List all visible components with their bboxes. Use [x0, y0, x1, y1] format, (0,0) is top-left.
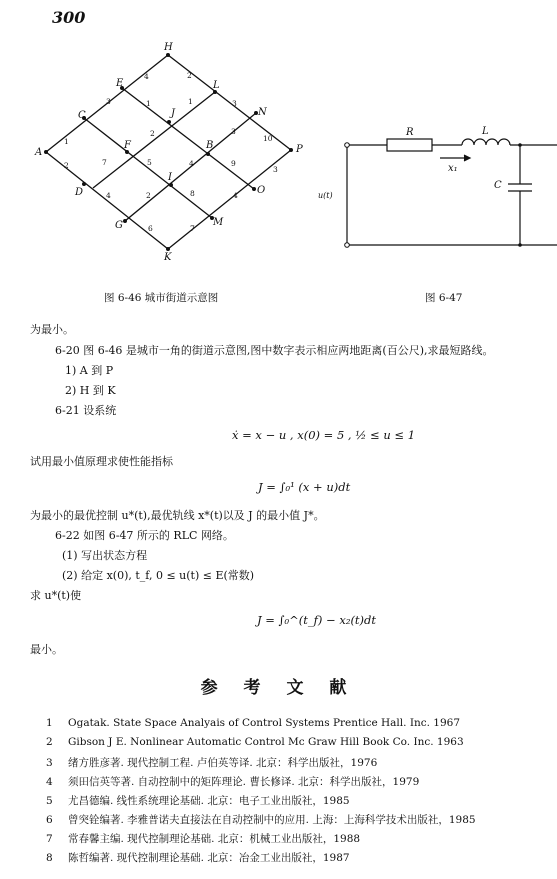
node-P: P: [296, 144, 303, 155]
node-G: G: [115, 220, 123, 231]
edge-weight: 6: [148, 224, 153, 233]
figure-6-47-rlc-network: [312, 125, 557, 255]
node-L: L: [213, 80, 220, 91]
reference-item: 8 陈哲编著. 现代控制理论基础. 北京：冶金工业出版社，1987: [46, 852, 350, 864]
node-H: H: [164, 42, 173, 53]
node-J: J: [171, 108, 176, 119]
edge-weight: 4: [233, 191, 238, 200]
problem-6-22: 6-22 如图 6-47 所示的 RLC 网络。: [55, 529, 234, 542]
node-D: D: [75, 187, 84, 198]
figure-6-47-caption: 图 6-47: [425, 292, 463, 304]
paragraph: 为最小。: [30, 323, 74, 336]
edge-weight: 2: [146, 191, 151, 200]
resistor-R: [387, 139, 432, 151]
edge-weight: 3: [106, 97, 111, 106]
edge-weight: 3: [231, 127, 236, 136]
equation-performance-index: J = ∫₀¹ (x + u)dt: [258, 480, 351, 494]
edge-weight: 1: [188, 97, 193, 106]
edge-weight: 8: [190, 189, 195, 198]
node-M: M: [213, 217, 224, 228]
paragraph: 为最小的最优控制 u*(t),最优轨线 x*(t)以及 J 的最小值 J*。: [30, 509, 325, 522]
node-A: A: [35, 147, 43, 158]
edge-weight: 1: [64, 137, 69, 146]
problem-6-20-item-2: 2) H 到 K: [65, 384, 116, 397]
edge-weight: 4: [106, 191, 111, 200]
node-K: K: [164, 252, 172, 263]
equation-cost: J = ∫₀^(t_f) − x₂(t)dt: [257, 613, 377, 627]
edge-weight: 3: [232, 99, 237, 108]
page-number: 300: [52, 8, 86, 27]
edge-weight: 2: [150, 129, 155, 138]
label-x1: x₁: [448, 163, 458, 174]
problem-6-22-item-2: (2) 给定 x(0), t_f, 0 ≤ u(t) ≤ E(常数): [62, 569, 255, 582]
edge-weight: 1: [146, 99, 151, 108]
equation-system: ẋ = x − u , x(0) = 5 , ½ ≤ u ≤ 1: [232, 428, 416, 442]
reference-item: 1 Ogatak. State Space Analyais of Control Systems Prentice Hall. Inc. 1967: [46, 717, 461, 729]
references-title: 参 考 文 献: [200, 678, 357, 698]
paragraph: 试用最小值原理求使性能指标: [30, 455, 173, 468]
edge-weight: 7: [190, 224, 195, 233]
paragraph: 最小。: [30, 643, 63, 656]
reference-item: 5 尤昌德编. 线性系统理论基础. 北京：电子工业出版社，1985: [46, 795, 350, 807]
node-E: E: [116, 78, 124, 89]
label-L: L: [482, 126, 489, 137]
problem-6-22-item-1: (1) 写出状态方程: [62, 549, 148, 562]
node-N: N: [258, 107, 267, 118]
edge-weight: 4: [189, 159, 194, 168]
paragraph: 求 u*(t)使: [30, 589, 82, 602]
reference-item: 7 常春馨主编. 现代控制理论基础. 北京：机械工业出版社，1988: [46, 833, 361, 845]
edge-weight: 5: [147, 158, 152, 167]
reference-item: 4 须田信英等著. 自动控制中的矩阵理论. 曹长修译. 北京：科学出版社，1979: [46, 776, 420, 788]
problem-6-20: 6-20 图 6-46 是城市一角的街道示意图,图中数字表示相应两地距离(百公尺),求最短路线。: [55, 344, 494, 357]
label-C: C: [494, 180, 502, 191]
edge-weight: 10: [263, 134, 273, 143]
node-F: F: [124, 140, 131, 151]
node-I: I: [168, 172, 172, 183]
node-C: C: [78, 110, 86, 121]
edge-weight: 7: [102, 158, 107, 167]
node-O: O: [257, 185, 266, 196]
inductor-L: [462, 139, 510, 145]
edge-weight: 3: [273, 165, 278, 174]
reference-item: 3 绪方胜彦著. 现代控制工程. 卢伯英等译. 北京：科学出版社，1976: [46, 757, 378, 769]
problem-6-20-item-1: 1) A 到 P: [65, 364, 114, 377]
edge-weight: 9: [231, 159, 236, 168]
edge-weight: 2: [64, 161, 69, 170]
label-u: u(t): [318, 191, 333, 200]
edge-weight: 2: [187, 71, 192, 80]
reference-item: 2 Gibson J E. Nonlinear Automatic Control Mc Graw Hill Book Co. Inc. 1963: [46, 736, 464, 748]
label-R: R: [406, 127, 414, 138]
figure-6-46-street-map: [30, 38, 320, 263]
reference-item: 6 曾突铨编著. 李雅普诺夫直接法在自动控制中的应用. 上海：上海科学技术出版社，1985: [46, 814, 476, 826]
edge-weight: 4: [144, 72, 149, 81]
figure-6-46-caption: 图 6-46 城市街道示意图: [104, 292, 219, 304]
node-B: B: [206, 140, 214, 151]
problem-6-21: 6-21 设系统: [55, 404, 117, 417]
